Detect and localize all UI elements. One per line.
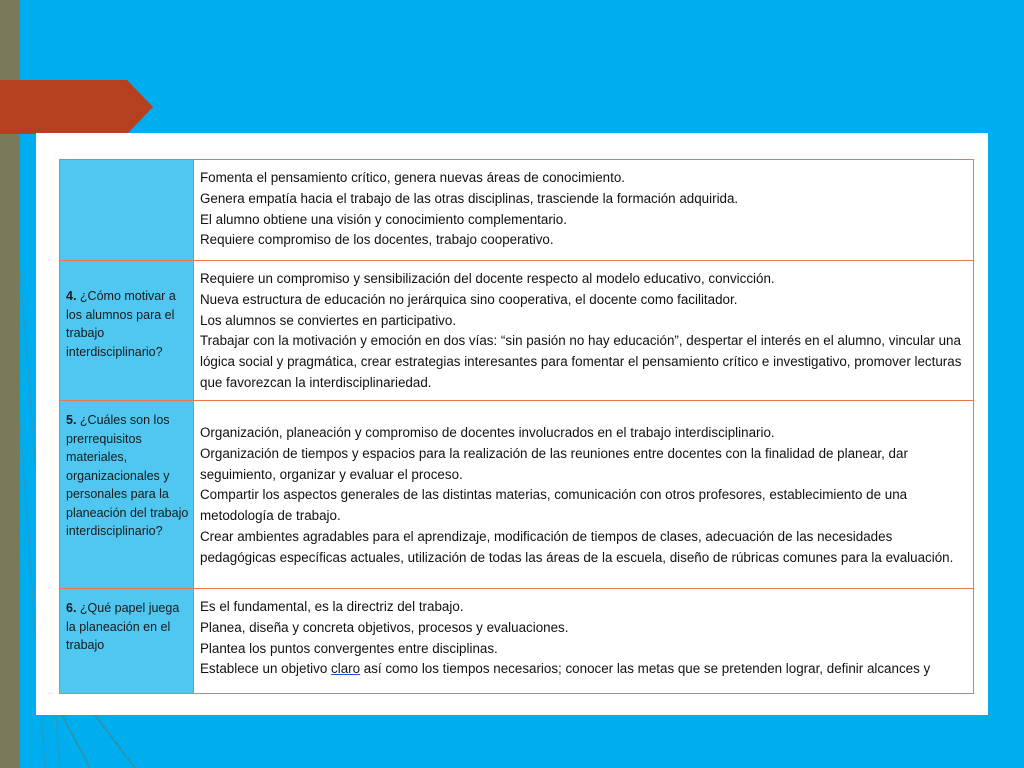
- question-number: 6.: [66, 601, 77, 615]
- answer-line: Es el fundamental, es la directriz del trabajo.: [200, 599, 464, 614]
- question-cell: [60, 160, 194, 261]
- question-cell: [60, 589, 194, 694]
- red-arrow-tab: [0, 80, 153, 134]
- questions-table: [59, 159, 974, 694]
- answer-cell: [194, 160, 974, 261]
- answer-line: Los alumnos se conviertes en participativo.: [200, 312, 457, 328]
- question-number: 4.: [66, 289, 77, 303]
- answer-line: Trabajar con la motivación y emoción en dos vías: “sin pasión no hay educación”, despertar el interés en el alumno, vincular una lógica social y pragmática, crear estrategias interesantes para fomentar el pensamiento crítico e investigativo, promover lecturas que favorezcan la interdisciplinariedad.: [200, 333, 962, 390]
- answer-line: Organización, planeación y compromiso de docentes involucrados en el trabajo interdisciplinario.: [200, 425, 775, 440]
- answer-line-text: Establece un objetivo: [200, 661, 332, 677]
- answer-cell: [194, 401, 974, 589]
- table-row: [60, 261, 974, 401]
- answer-line: Requiere compromiso de los docentes, trabajo cooperativo.: [200, 232, 554, 248]
- answer-line-text: así como los tiempos necesarios; conocer las metas que se pretenden lograr, definir alcances y: [360, 661, 931, 677]
- answer-line: Genera empatía hacia el trabajo de las otras disciplinas, trasciende la formación adquirida.: [200, 190, 739, 206]
- question-number: 5.: [66, 413, 77, 427]
- answer-line: Crear ambientes agradables para el aprendizaje, modificación de tiempos de clases, adecuación de las necesidades pedagógicas específicas actuales, utilización de todas las áreas de la escuela, diseño de rúbricas comunes para la evaluación.: [200, 528, 954, 565]
- answer-cell: [194, 261, 974, 401]
- answer-line: Planea, diseña y concreta objetivos, procesos y evaluaciones.: [200, 619, 569, 635]
- answer-line: [200, 659, 965, 680]
- answer-cell: [194, 589, 974, 694]
- question-cell: [60, 401, 194, 589]
- answer-line: Requiere un compromiso y sensibilización del docente respecto al modelo educativo, convicción.: [200, 271, 775, 286]
- answer-line: Organización de tiempos y espacios para la realización de las reuniones entre docentes con la finalidad de planear, dar seguimiento, organizar y evaluar el proceso.: [200, 445, 908, 482]
- question-text: ¿Cuáles son los prerrequisitos materiales, organizacionales y personales para la planeación del trabajo interdisciplinario?: [66, 413, 189, 538]
- table-row: [60, 160, 974, 261]
- question-text: ¿Cómo motivar a los alumnos para el trabajo interdisciplinario?: [66, 289, 176, 359]
- slide-content-panel: [36, 133, 988, 715]
- table-row: [60, 589, 974, 694]
- question-cell: [60, 261, 194, 401]
- question-text: ¿Qué papel juega la planeación en el trabajo: [66, 601, 180, 652]
- answer-line: Nueva estructura de educación no jerárquica sino cooperativa, el docente como facilitador.: [200, 291, 738, 307]
- answer-line: Plantea los puntos convergentes entre disciplinas.: [200, 640, 498, 656]
- underlined-word: claro: [331, 661, 361, 677]
- answer-line: Fomenta el pensamiento crítico, genera nuevas áreas de conocimiento.: [200, 170, 626, 185]
- answer-line: El alumno obtiene una visión y conocimiento complementario.: [200, 211, 567, 227]
- table-row: [60, 401, 974, 589]
- answer-line: Compartir los aspectos generales de las distintas materias, comunicación con otros profesores, establecimiento de una metodología de trabajo.: [200, 487, 908, 524]
